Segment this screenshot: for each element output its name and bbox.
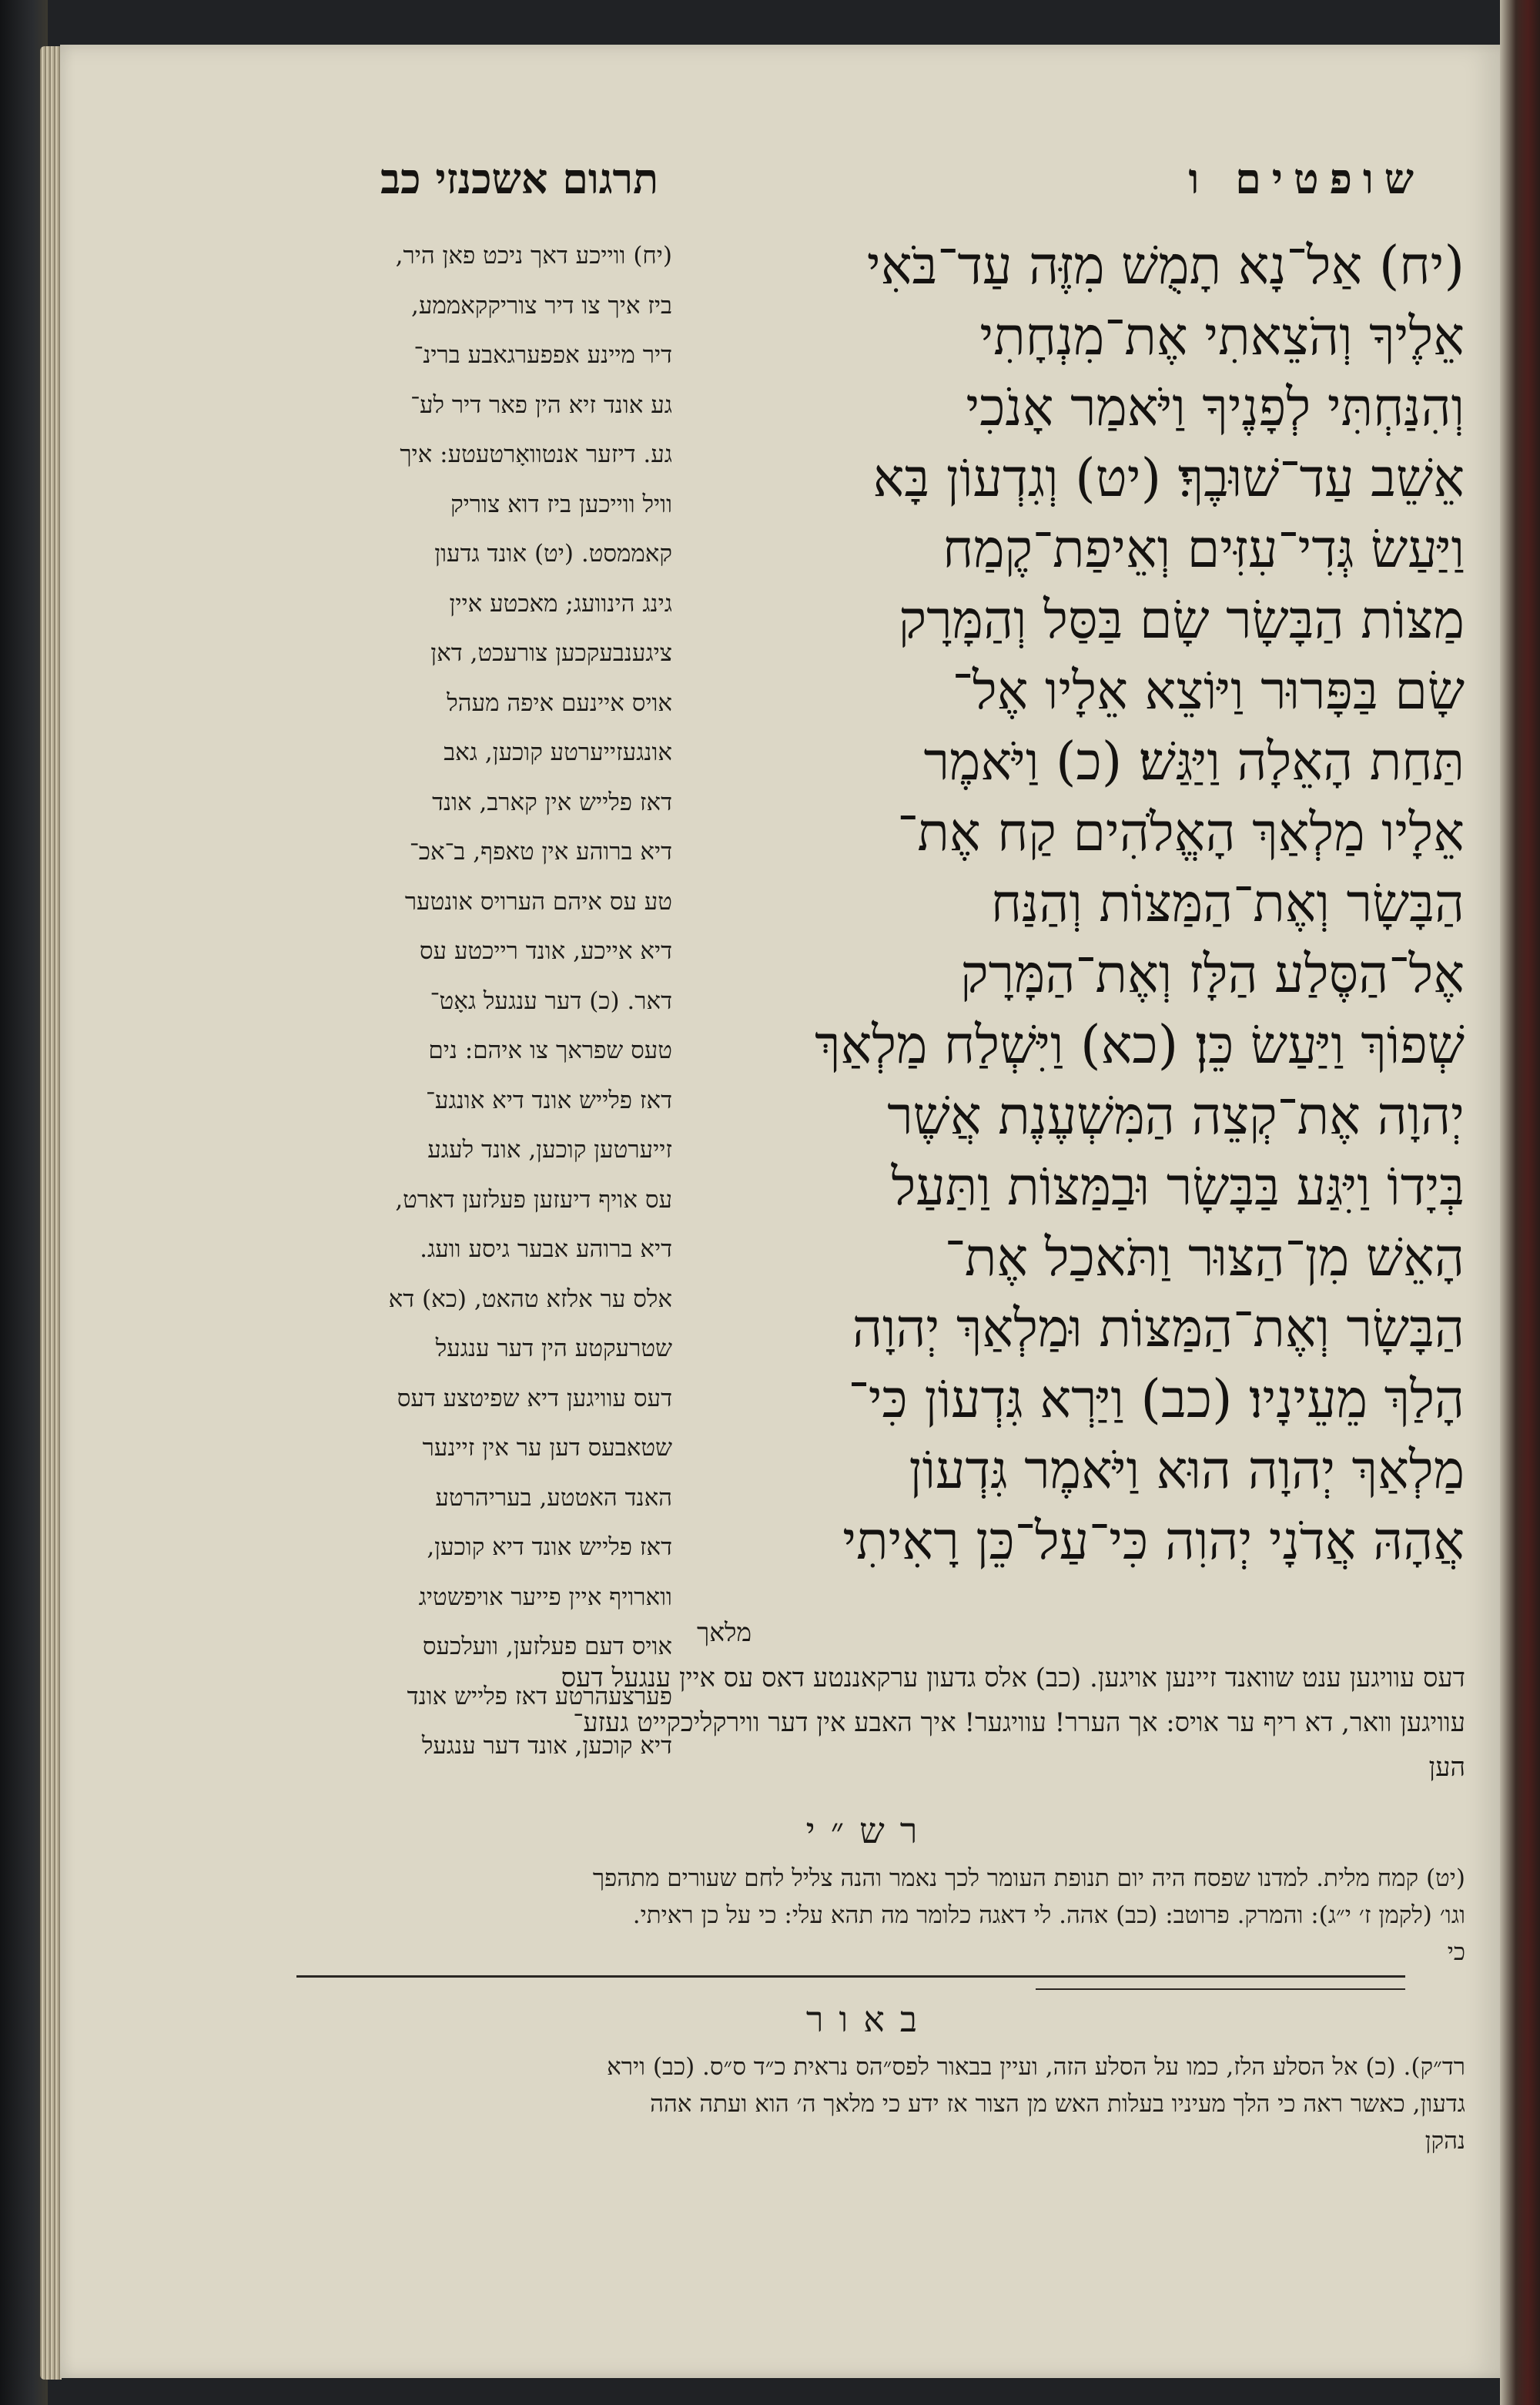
continuation-line: עוויגען וואר, דא ריף ער אויס: אך הערר! עוויגער! איך האבע אין דער ווירקליכקייט געזע־ [573, 1707, 1465, 1738]
targum-line: אלס ער אלזא טהאט, (כא) דא [388, 1285, 672, 1313]
hebrew-line: הָאֵשׁ מִן־הַצּוּר וַתֹּאכַל אֶת־ [944, 1228, 1465, 1288]
divider-rule [296, 1975, 1405, 1978]
hebrew-line: אֶל־הַסֶּלַע הַלָּז וְאֶת־הַמָּרָק [960, 944, 1465, 1005]
book-cover-right [1500, 0, 1540, 2405]
catchword: מלאך [697, 1617, 752, 1647]
targum-line: דעס עוויגען דיא שפיטצע דעס [397, 1384, 672, 1412]
targum-line: ווארויף איין פייער אויפשטיג [418, 1583, 672, 1611]
hebrew-line: יְהוָה אֶת־קְצֵה הַמִּשְׁעֶנֶת אֲשֶׁר [887, 1086, 1465, 1147]
hebrew-text-column [693, 231, 1465, 1675]
targum-line: דיא ברוהע אבער גיסע וועג. [420, 1235, 672, 1263]
targum-line: אויס איינעם איפה מעהל [447, 688, 672, 717]
running-header-targum: תרגום אשכנזי כב [380, 154, 658, 203]
targum-line: עס אויף דיעזען פעלזען דארט, [395, 1185, 672, 1214]
divider-rule-short [1036, 1988, 1405, 1990]
targum-line: דאר. (כ) דער ענגעל גאָט־ [430, 986, 672, 1015]
hebrew-line: תַּחַת הָאֵלָה וַיַּגַּשׁ׃ (כ) וַיֹּאמֶר [923, 732, 1465, 792]
targum-line: (יח) ווייכע דאך ניכט פאן היר, [395, 242, 672, 270]
biur-line: גדעון, כאשר ראה כי הלך מעיניו בעלות האש מן הצור אז ידע כי מלאך ה׳ הוא ועתה אהה [650, 2090, 1465, 2118]
targum-line: קאממסט. (יט) אונד גדעון [434, 540, 672, 568]
targum-line: זייערטען קוכען, אונד לעגע [427, 1136, 672, 1164]
targum-line: גע אונד זיא הין פאר דיר לע־ [410, 390, 672, 419]
targum-line: ביז איך צו דיר צוריקקאממע, [411, 291, 672, 320]
hebrew-line: שָׂם בַּפָּרוּר וַיּוֹצֵא אֵלָיו אֶל־ [952, 661, 1465, 722]
rashi-line: כי [1447, 1938, 1465, 1966]
targum-column [273, 231, 672, 1760]
hebrew-line: אֵשֵׁב עַד־שׁוּבֶךָ׃ (יט) וְגִדְעוֹן בָּא [872, 448, 1465, 509]
hebrew-line: (יח) אַל־נָא תָמֻשׁ מִזֶּה עַד־בֹּאִי [866, 236, 1465, 296]
biur-line: נהקן [1424, 2127, 1465, 2155]
targum-line: דיר מיינע אפפערגאבע ברינ־ [413, 341, 672, 369]
targum-line: שטרעקטע הין דער ענגעל [435, 1335, 672, 1362]
targum-line: דיא קוכען, אונד דער ענגעל [421, 1732, 672, 1760]
hebrew-line: מַלְאַךְ יְהוָה הוּא וַיֹּאמֶר גִּדְעוֹן [909, 1440, 1465, 1501]
hebrew-line: וְהִנַּחְתִּי לְפָנֶיךָ וַיֹּאמַר אָנֹכִי [966, 377, 1465, 438]
rashi-line: (יט) קמח מלית. למדנו שפסח היה יום תנופת העומר לכך נאמר והנה צליל לחם שעורים מתהפך [592, 1864, 1465, 1892]
hebrew-line: שְׁפוֹךְ וַיַּעַשׂ כֵּן׃ (כא) וַיִּשְׁלַח מַלְאַךְ [815, 1015, 1465, 1076]
hebrew-line: אֲהָהּ אֲדֹנָי יְהוִה כִּי־עַל־כֵּן רָאִיתִי [842, 1511, 1465, 1572]
targum-line: דאז פלייש אונד דיא קוכען, [427, 1533, 672, 1561]
hebrew-line: אֵלָיו מַלְאַךְ הָאֱלֹהִים קַח אֶת־ [897, 802, 1465, 863]
rashi-title: רש״י [805, 1810, 933, 1851]
hebrew-line: מַצּוֹת הַבָּשָׂר שָׂם בַּסַּל וְהַמָּרָק [898, 590, 1465, 651]
hebrew-line: הָלַךְ מֵעֵינָיו׃ (כב) וַיַּרְא גִּדְעוֹן כִּי־ [848, 1369, 1465, 1430]
biur-commentary [273, 2048, 1465, 2159]
hebrew-line: הַבָּשָׂר וְאֶת־הַמַּצּוֹת וְהַנַּח [990, 873, 1465, 934]
hebrew-line: אֵלֶיךָ וְהֹצֵאתִי אֶת־מִנְחָתִי [979, 306, 1465, 367]
targum-line: דאז פלייש אין קארב, אונד [432, 788, 672, 816]
targum-line: שטאבעס דען ער אין זיינער [422, 1434, 672, 1462]
targum-line: טעס שפראך צו איהם: נים [428, 1037, 672, 1064]
targum-continuation [273, 1656, 1465, 1794]
targum-line: דאז פלייש אונד דיא אונגע־ [426, 1086, 672, 1114]
hebrew-line: הַבָּשָׂר וְאֶת־הַמַּצּוֹת וּמַלְאַךְ יְהוָה [852, 1298, 1465, 1359]
targum-line: גינג הינוועג; מאכטע איין [449, 589, 672, 618]
targum-line: דיא אייכע, אונד רייכטע עס [419, 937, 672, 965]
biur-title: באור [805, 1998, 933, 2040]
targum-line: אונגעזייערטע קוכען, גאב [444, 739, 672, 766]
biur-line: רד״ק). (כ) אל הסלע הלז, כמו על הסלע הזה, ועיין בבאור לפס״הס נראית כ״ד ס״ס. (כב) וירא [607, 2053, 1465, 2081]
continuation-line: הען [1428, 1752, 1465, 1783]
targum-line: גע. דיזער אנטוואָרטעטע: איך [400, 440, 672, 468]
page-edges [40, 46, 62, 2380]
hebrew-line: וַיַּעַשׂ גְּדִי־עִזִּים וְאֵיפַת־קֶמַח [942, 519, 1465, 580]
targum-line: האנד האטטע, בעריהרטע [435, 1483, 672, 1512]
continuation-line: דעס עוויגען ענט שוואנד זיינען אויגען. (כב) אלס גדעון ערקאננטע דאס עס איין ענגעל דעס [561, 1663, 1465, 1693]
rashi-line: וגו׳ (לקמן ז׳ י״ג): והמרק. פרוטב: (כב) אהה. לי דאגה כלומר מה תהא עלי: כי על כן ראיתי. [632, 1901, 1465, 1929]
running-header-book: שופטים ו [1188, 154, 1424, 203]
hebrew-line: בְּיָדוֹ וַיִּגַּע בַּבָּשָׂר וּבַמַּצּוֹת וַתַּעַל [891, 1157, 1465, 1218]
targum-line: דיא ברוהע אין טאפף, ב־אכ־ [409, 838, 672, 866]
targum-line: טע עס איהם הערויס אונטער [404, 887, 672, 916]
targum-line: וויל ווייכען ביז דוא צוריק [450, 490, 672, 518]
targum-line: פערצעהרטע דאז פלייש אונד [407, 1682, 672, 1710]
rashi-commentary [273, 1860, 1465, 1971]
targum-line: ציגענבעקכען צורעכט, דאן [430, 639, 672, 667]
targum-line: אויס דעם פעלזען, וועלכעס [422, 1633, 672, 1660]
